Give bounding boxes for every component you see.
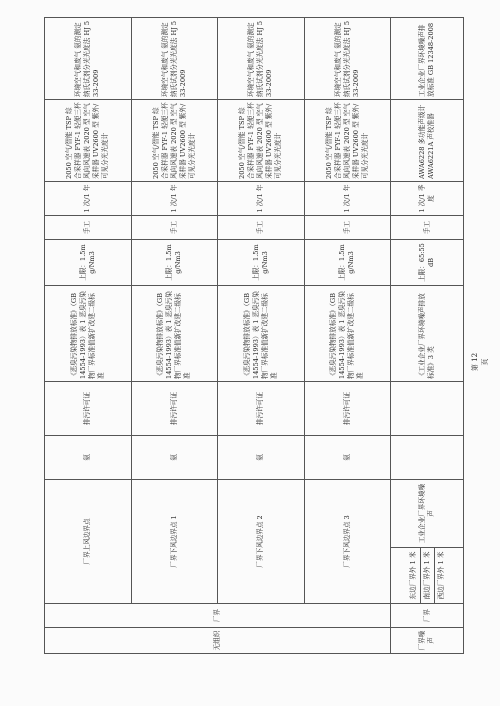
standard-cell: 《恶臭污染物排放标准》（GB 14554-1993）表 1 恶臭污染物厂界标准值新扩改建二级标准 — [218, 286, 305, 382]
factory-cell: 厂界 — [391, 604, 464, 628]
page-number: 第 12 页 — [471, 352, 489, 372]
standard-cell: 《恶臭污染物排放标准》（GB 14554-1993）表 1 恶臭污染物厂界标准值新扩改建二级标准 — [131, 286, 218, 382]
limit-cell: 上限：1.5mg/Nm3 — [131, 240, 218, 286]
standard-cell: 《工业企业厂界环境噪声排放标准》3 类 — [391, 286, 464, 382]
pollutant-cell: 氨 — [304, 436, 391, 480]
category-cell: 无组织 — [45, 628, 391, 654]
standard-cell: 《恶臭污染物排放标准》（GB 14554-1993）表 1 恶臭污染物厂界标准值新扩改建二级标准 — [45, 286, 132, 382]
analysis-cell: 环境空气和废气 氨的测定 纳氏试剂分光光度法 HJ 533-2009 — [218, 18, 305, 100]
noise-points-cell — [391, 548, 464, 604]
instrument-cell: 2050 空气/智能 TSP 综合采样器 FYF-1 轻便三杯风向风速表 2020 型 空气采样器 UV2600 型 紫外/可见分光光度计 — [131, 100, 218, 182]
method-cell: 手工 — [218, 216, 305, 240]
rotated-table-wrapper — [44, 18, 464, 654]
analysis-cell: 工业企业厂界环境噪声排放标准 GB 12348-2008 — [391, 18, 464, 100]
frequency-cell: 1 次/1 年 — [45, 182, 132, 216]
instrument-cell: 2050 空气/智能 TSP 综合采样器 FYF-1 轻便三杯风向风速表 2020 型 空气采样器 UV2600 型 紫外/可见分光光度计 — [218, 100, 305, 182]
instrument-cell: 2050 空气/智能 TSP 综合采样器 FYF-1 轻便三杯风向风速表 2020 型 空气采样器 UV2600 型 紫外/可见分光光度计 — [45, 100, 132, 182]
instrument-cell: 2050 空气/智能 TSP 综合采样器 FYF-1 轻便三杯风向风速表 2020 型 空气采样器 UV2600 型 紫外/可见分光光度计 — [304, 100, 391, 182]
point-cell: 厂界上风边界点 — [45, 480, 132, 604]
limit-cell: 上限：1.5mg/Nm3 — [304, 240, 391, 286]
basis-cell: 排污许可证 — [218, 382, 305, 436]
frequency-cell: 1 次/1 年 — [218, 182, 305, 216]
limit-cell: 上限：1.5mg/Nm3 — [45, 240, 132, 286]
frequency-cell: 1 次/1 年 — [131, 182, 218, 216]
point-cell: 厂界下风边界点 2 — [218, 480, 305, 604]
pollutant-cell: 工业企业厂界环境噪声 — [391, 480, 464, 548]
noise-point: 东边厂界外 1 米 — [407, 548, 421, 603]
noise-point: 南边厂界外 1 米 — [421, 548, 435, 603]
pollutant-cell: 氨 — [131, 436, 218, 480]
basis-cell: 排污许可证 — [304, 382, 391, 436]
monitoring-table — [44, 17, 464, 654]
instrument-cell: AWA6228 多功能声级计 AWA6221A 声校准器 — [391, 100, 464, 182]
factory-cell: 厂界 — [45, 604, 391, 628]
limit-cell: 上限：1.5mg/Nm3 — [218, 240, 305, 286]
analysis-cell: 环境空气和废气 氨的测定 纳氏试剂分光光度法 HJ 533-2009 — [304, 18, 391, 100]
point-cell: 厂界下风边界点 3 — [304, 480, 391, 604]
method-cell: 手工 — [391, 216, 464, 240]
basis-cell: 排污许可证 — [131, 382, 218, 436]
pollutant-cell: 氨 — [218, 436, 305, 480]
pollutant-cell: 氨 — [45, 436, 132, 480]
limit-cell: 上限：65:55dB — [391, 240, 464, 286]
table-row — [304, 18, 391, 654]
table-row — [45, 18, 132, 654]
point-cell: 厂界下风边界点 1 — [131, 480, 218, 604]
method-cell: 手工 — [131, 216, 218, 240]
noise-point: 西边厂界外 1 米 — [436, 551, 445, 600]
table-row — [218, 18, 305, 654]
analysis-cell: 环境空气和废气 氨的测定 纳氏试剂分光光度法 HJ 533-2009 — [131, 18, 218, 100]
method-cell: 手工 — [45, 216, 132, 240]
standard-cell: 《恶臭污染物排放标准》（GB 14554-1993）表 1 恶臭污染物厂界标准值新扩改建二级标准 — [304, 286, 391, 382]
frequency-cell: 1 次/1 年 — [304, 182, 391, 216]
basis-cell: 排污许可证 — [45, 382, 132, 436]
basis-cell — [391, 436, 464, 480]
frequency-cell: 1 次/1 季度 — [391, 182, 464, 216]
noise-category-cell: 厂界噪声 — [391, 628, 464, 654]
method-cell: 手工 — [304, 216, 391, 240]
basis-cell — [391, 382, 464, 436]
table-row — [131, 18, 218, 654]
analysis-cell: 环境空气和废气 氨的测定 纳氏试剂分光光度法 HJ 533-2009 — [45, 18, 132, 100]
table-row — [391, 18, 464, 654]
